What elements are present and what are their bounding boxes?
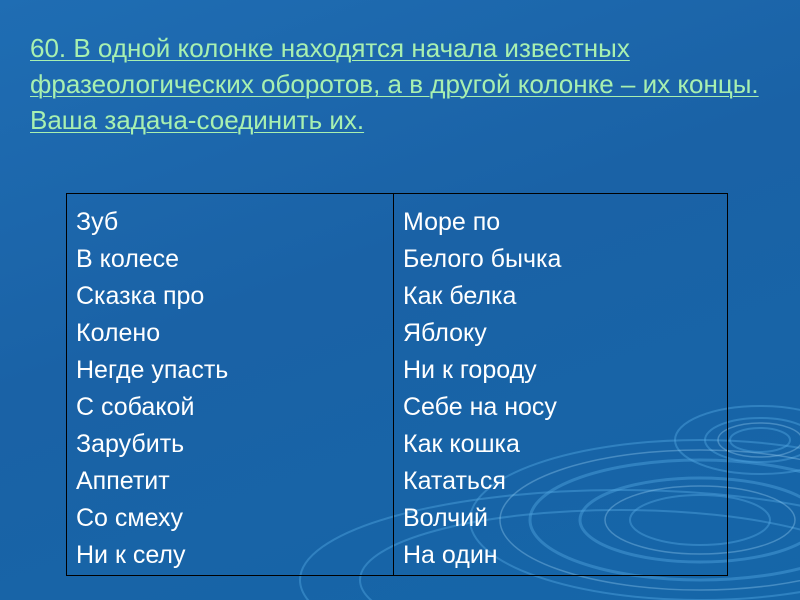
phrase-ending: Как белка [403, 282, 517, 310]
phrase-ending: Ни к городу [403, 356, 537, 384]
phrase-beginning: Зарубить [76, 430, 185, 458]
phrase-beginnings-column [67, 194, 394, 575]
phrase-ending: Кататься [403, 467, 506, 495]
phrase-beginning: Сказка про [76, 282, 205, 310]
phrase-ending: Белого бычка [403, 245, 562, 273]
phrase-beginning: В колесе [76, 245, 180, 273]
phrase-beginning: С собакой [76, 393, 195, 421]
phrase-ending: На один [403, 541, 498, 569]
phrase-beginning: Ни к селу [76, 541, 186, 569]
phrase-ending: Море по [403, 208, 501, 236]
phrase-ending: Яблоку [403, 319, 487, 347]
phrase-beginning: Колено [76, 319, 161, 347]
phrase-beginning: Негде упасть [76, 356, 229, 384]
slide-title: 60. В одной колонке находятся начала известных фразеологических оборотов, а в другой колонке – их концы. Ваша задача-соединить их. [30, 33, 759, 135]
phrase-beginning: Со смеху [76, 504, 183, 532]
phrase-beginning: Зуб [76, 208, 119, 236]
phrase-ending: Как кошка [403, 430, 520, 458]
phrase-beginning: Аппетит [76, 467, 170, 495]
phrase-table [66, 193, 728, 576]
phrase-ending: Волчий [403, 504, 489, 532]
phrase-endings-column [394, 194, 727, 575]
phrase-ending: Себе на носу [403, 393, 557, 421]
